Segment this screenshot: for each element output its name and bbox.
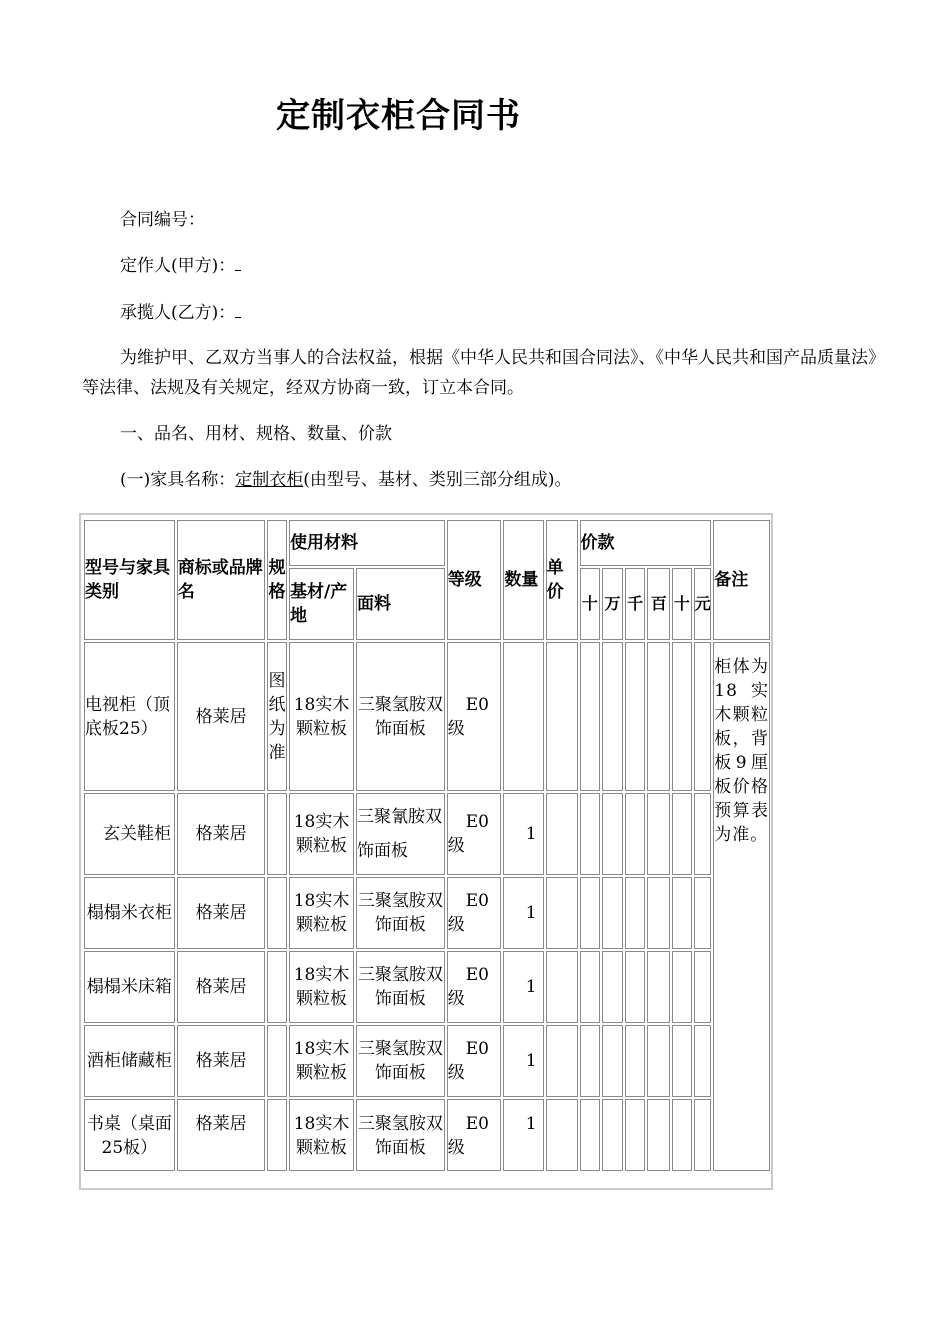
cell-unit-price bbox=[546, 793, 578, 875]
cell-base: 18实木颗粒板 bbox=[289, 877, 354, 949]
cell-unit-price bbox=[546, 877, 578, 949]
cell-model: 榻榻米衣柜 bbox=[84, 877, 175, 949]
cell-surface: 三聚氰胺双饰面板 bbox=[356, 793, 445, 875]
party-a-line bbox=[120, 255, 241, 277]
cell-price-digit bbox=[672, 1025, 692, 1097]
cell-price-digit bbox=[694, 1099, 712, 1171]
header-surface: 面料 bbox=[356, 568, 445, 640]
cell-price-digit bbox=[602, 877, 623, 949]
cell-price-digit bbox=[625, 642, 646, 791]
product-table-frame bbox=[79, 513, 773, 1190]
furniture-name-value: 定制衣柜 bbox=[235, 470, 304, 490]
table-row bbox=[84, 951, 770, 1023]
cell-model: 酒柜储藏柜 bbox=[84, 1025, 175, 1097]
cell-unit-price bbox=[546, 951, 578, 1023]
cell-surface: 三聚氢胺双饰面板 bbox=[356, 951, 445, 1023]
cell-price-digit bbox=[672, 1099, 692, 1171]
header-digit: 百 bbox=[647, 568, 670, 640]
header-price: 价款 bbox=[580, 520, 712, 566]
table-row bbox=[84, 1025, 770, 1097]
header-unit-price: 单价 bbox=[546, 520, 578, 640]
cell-price-digit bbox=[647, 1099, 670, 1171]
cell-price-digit bbox=[672, 877, 692, 949]
header-model: 型号与家具类别 bbox=[84, 520, 175, 640]
cell-spec bbox=[267, 877, 287, 949]
cell-price-digit bbox=[625, 793, 646, 875]
cell-qty: 1 bbox=[503, 951, 543, 1023]
cell-base: 18实木颗粒板 bbox=[289, 642, 354, 791]
cell-brand: 格莱居 bbox=[177, 951, 266, 1023]
product-table bbox=[82, 518, 772, 1173]
cell-base: 18实木颗粒板 bbox=[289, 951, 354, 1023]
furniture-name-prefix: (一)家具名称： bbox=[120, 470, 236, 490]
header-digit: 万 bbox=[602, 568, 623, 640]
party-b-line bbox=[120, 302, 241, 324]
cell-unit-price bbox=[546, 1099, 578, 1171]
cell-qty: 1 bbox=[503, 877, 543, 949]
cell-price-digit bbox=[602, 642, 623, 791]
header-material: 使用材料 bbox=[289, 520, 445, 566]
cell-spec bbox=[267, 1099, 287, 1171]
cell-price-digit bbox=[625, 877, 646, 949]
cell-brand: 格莱居 bbox=[177, 642, 266, 791]
cell-price-digit bbox=[602, 1025, 623, 1097]
cell-price-digit bbox=[647, 951, 670, 1023]
table-row bbox=[84, 1099, 770, 1171]
cell-price-digit bbox=[580, 1025, 601, 1097]
cell-surface: 三聚氢胺双饰面板 bbox=[356, 1025, 445, 1097]
cell-price-digit bbox=[694, 951, 712, 1023]
cell-price-digit bbox=[694, 642, 712, 791]
header-grade: 等级 bbox=[447, 520, 502, 640]
cell-price-digit bbox=[647, 1025, 670, 1097]
furniture-name-suffix: (由型号、基材、类别三部分组成)。 bbox=[303, 470, 572, 490]
cell-grade: E0级 bbox=[447, 642, 502, 791]
table-row bbox=[84, 793, 770, 875]
header-digit: 十 bbox=[672, 568, 692, 640]
party-b-blank bbox=[235, 303, 241, 318]
cell-unit-price bbox=[546, 642, 578, 791]
cell-model: 书桌（桌面25板） bbox=[84, 1099, 175, 1171]
cell-price-digit bbox=[694, 1025, 712, 1097]
document-title: 定制衣柜合同书 bbox=[276, 96, 521, 136]
cell-price-digit bbox=[580, 642, 601, 791]
cell-model: 榻榻米床箱 bbox=[84, 951, 175, 1023]
cell-price-digit bbox=[625, 1099, 646, 1171]
cell-price-digit bbox=[672, 951, 692, 1023]
cell-qty bbox=[503, 642, 543, 791]
cell-spec bbox=[267, 1025, 287, 1097]
cell-brand: 格莱居 bbox=[177, 877, 266, 949]
cell-unit-price bbox=[546, 1025, 578, 1097]
cell-grade: E0级 bbox=[447, 793, 502, 875]
table-row bbox=[84, 642, 770, 791]
cell-grade: E0级 bbox=[447, 1099, 502, 1171]
header-base-material: 基材/产地 bbox=[289, 568, 354, 640]
cell-base: 18实木颗粒板 bbox=[289, 1025, 354, 1097]
cell-qty: 1 bbox=[503, 1099, 543, 1171]
cell-grade: E0级 bbox=[447, 877, 502, 949]
cell-model: 电视柜（顶底板25） bbox=[84, 642, 175, 791]
cell-surface: 三聚氢胺双饰面板 bbox=[356, 642, 445, 791]
cell-grade: E0级 bbox=[447, 951, 502, 1023]
cell-model: 玄关鞋柜 bbox=[84, 793, 175, 875]
cell-price-digit bbox=[694, 877, 712, 949]
cell-price-digit bbox=[602, 793, 623, 875]
cell-price-digit bbox=[647, 877, 670, 949]
header-brand: 商标或品牌名 bbox=[177, 520, 266, 640]
cell-surface: 三聚氢胺双饰面板 bbox=[356, 877, 445, 949]
cell-brand: 格莱居 bbox=[177, 1099, 266, 1171]
cell-spec bbox=[267, 793, 287, 875]
table-row bbox=[84, 877, 770, 949]
cell-price-digit bbox=[625, 1025, 646, 1097]
cell-price-digit bbox=[580, 877, 601, 949]
contract-number-label: 合同编号： bbox=[120, 210, 205, 230]
cell-price-digit bbox=[647, 793, 670, 875]
cell-spec bbox=[267, 951, 287, 1023]
party-b-label: 承揽人(乙方)： bbox=[120, 303, 236, 323]
cell-price-digit bbox=[694, 793, 712, 875]
intro-paragraph: 为维护甲、乙双方当事人的合法权益，根据《中华人民共和国合同法》、《中华人民共和国产品质量法》等法律、法规及有关规定，经双方协商一致，订立本合同。 bbox=[82, 348, 877, 398]
cell-price-digit bbox=[580, 951, 601, 1023]
header-digit: 元 bbox=[694, 568, 712, 640]
cell-spec: 图纸为准 bbox=[267, 642, 287, 791]
party-a-label: 定作人(甲方)： bbox=[120, 256, 236, 276]
party-a-blank bbox=[235, 256, 241, 271]
header-remark: 备注 bbox=[713, 520, 770, 640]
header-digit: 千 bbox=[625, 568, 646, 640]
contract-number-line bbox=[120, 209, 205, 231]
cell-price-digit bbox=[672, 642, 692, 791]
cell-base: 18实木颗粒板 bbox=[289, 1099, 354, 1171]
cell-surface: 三聚氢胺双饰面板 bbox=[356, 1099, 445, 1171]
cell-grade: E0级 bbox=[447, 1025, 502, 1097]
cell-qty: 1 bbox=[503, 793, 543, 875]
cell-price-digit bbox=[647, 642, 670, 791]
cell-price-digit bbox=[580, 1099, 601, 1171]
cell-brand: 格莱居 bbox=[177, 793, 266, 875]
cell-price-digit bbox=[672, 793, 692, 875]
header-digit: 十 bbox=[580, 568, 601, 640]
furniture-name-line bbox=[120, 469, 572, 491]
cell-brand: 格莱居 bbox=[177, 1025, 266, 1097]
header-spec: 规格 bbox=[267, 520, 287, 640]
section-one-heading: 一、品名、用材、规格、数量、价款 bbox=[120, 424, 392, 444]
cell-price-digit bbox=[602, 951, 623, 1023]
cell-qty: 1 bbox=[503, 1025, 543, 1097]
cell-price-digit bbox=[602, 1099, 623, 1171]
cell-remark: 柜体为18实木颗粒板，背板9厘板价格预算表为准。 bbox=[713, 642, 770, 1171]
cell-price-digit bbox=[580, 793, 601, 875]
cell-base: 18实木颗粒板 bbox=[289, 793, 354, 875]
header-qty: 数量 bbox=[503, 520, 543, 640]
cell-price-digit bbox=[625, 951, 646, 1023]
